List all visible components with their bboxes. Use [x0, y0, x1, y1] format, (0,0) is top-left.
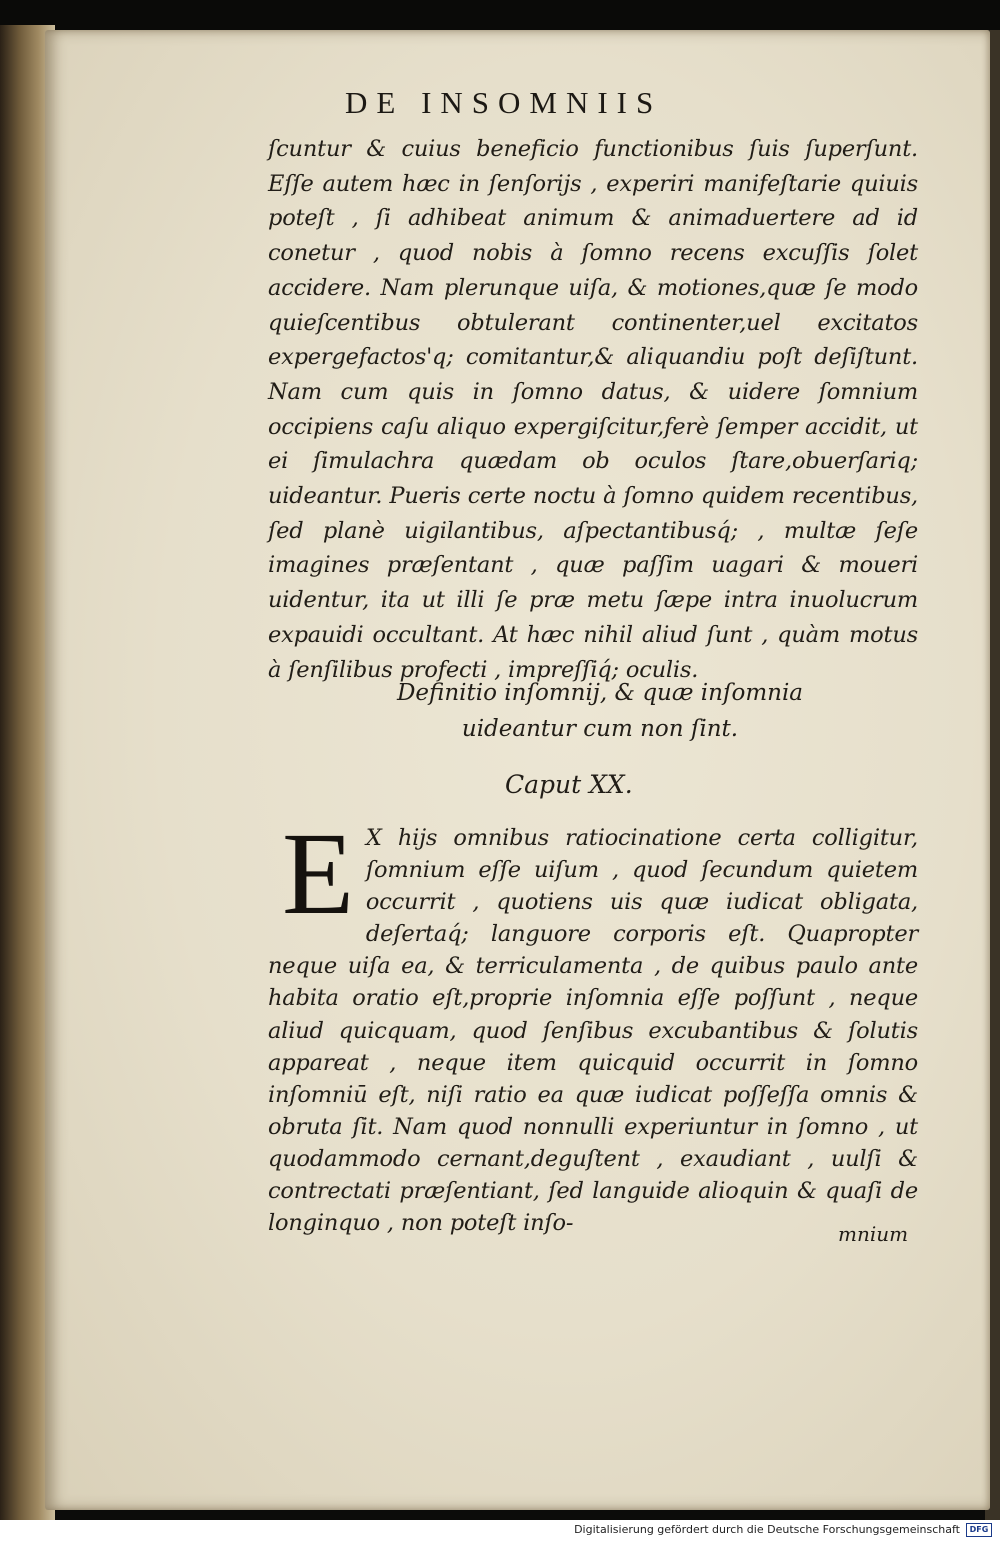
paragraph-top: ſcuntur & cuius beneficio functionibus ſuis ſuperſunt. Eſſe autem hæc in ſenſorijs , experiri manifeſtarie quiuis poteſt , ſi adhibeat animum & animaduertere ad id conetur , quod nobis à ſomno recens excuſſis ſolet accidere. Nam plerunque uiſa, & motiones,quæ ſe modo quieſcentibus obtulerant continenter,uel excitatos expergefactos'q; comitantur,& aliquandiu poſt deſiſtunt. Nam cum quis in ſomno datus, & uidere ſomnium occipiens caſu aliquo expergiſcitur,ferè ſemper accidit, ut ei ſimulachra quædam ob oculos ſtare,obuerſariq; uideantur. Pueris certe noctu à ſomno quidem recentibus, ſed planè uigilantibus, aſpectantibusq́; , multæ ſeſe imagines præſentant , quæ paſſim uagari & moueri uidentur, ita ut illi ſe præ metu ſæpe intra inuolucrum expauidi occultant. At hæc nihil aliud ſunt , quàm motus à ſenſilibus profecti , impreſſiq́; oculis. [268, 136, 918, 683]
dfg-logo-icon: DFG [966, 1523, 992, 1537]
chapter-label: Caput XX. [505, 770, 633, 799]
running-head: DE INSOMNIIS [345, 85, 663, 120]
section-heading-line-2: uideantur cum non ſint. [461, 716, 739, 742]
funding-notice: Digitalisierung gefördert durch die Deutsche Forschungsgemeinschaft [574, 1523, 960, 1536]
section-heading-line-1: Definitio inſomnij, & quæ inſomnia [396, 680, 804, 706]
drop-cap: E [282, 808, 354, 939]
catchword: mnium [838, 1222, 909, 1246]
paragraph-bottom [268, 808, 918, 1239]
paragraph-bottom-text: X hijs omnibus ratiocinatione certa colligitur, ſomnium eſſe uiſum , quod ſecundum quietem occurrit , quotiens uis quæ iudicat obligata, deſertaq́; languore corporis eſt. Quapropter neque uiſa ea, & terriculamenta , de quibus paulo ante habita oratio eſt,proprie inſomnia eſſe poſſunt , neque aliud quicquam, quod ſenſibus excubantibus & ſolutis appareat , neque item quicquid occurrit in ſomno inſomniū eſt, niſi ratio ea quæ iudicat poſſeſſa omnis & obruta ſit. Nam quod nonnulli experiuntur in ſomno , ut quodammodo cernant,deguſtent , exaudiant , uulſi & contrectati præſentiant, ſed languide alioquin & quaſi de longinquo , non poteſt inſo- [268, 825, 918, 1237]
section-heading [310, 675, 890, 747]
